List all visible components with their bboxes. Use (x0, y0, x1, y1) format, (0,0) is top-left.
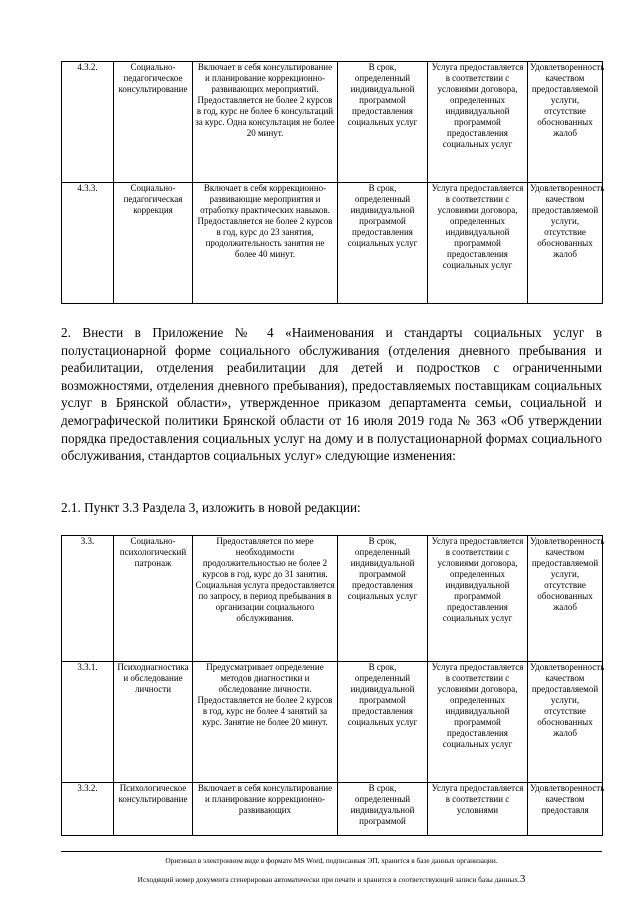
service-number: 4.3.2. (62, 62, 114, 183)
page-number: 3 (519, 873, 526, 885)
footer-original-note: Оригинал в электронном виде в формате MS Word, подписанная ЭП, хранится в базе данных организации. (165, 856, 498, 865)
service-name: Психодиагностика и обследование личности (114, 662, 193, 783)
services-table-bottom (61, 535, 603, 836)
service-conditions: Услуга предоставляется в соответствии с условиями договора, определенных индивидуальной программой предоставления социальных услуг (428, 62, 528, 183)
service-name: Социально-педагогическая коррекция (114, 183, 193, 304)
service-quality: Удовлетворенность качеством предоставляемой услуги, отсутствие обоснованных жалоб (528, 536, 603, 662)
table-row (62, 783, 603, 836)
service-description: Предусматривает определение методов диагностики и обследование личности. Предоставляется не более 2 курсов в год, курс не более 4 занятий за курс. Занятие не более 20 минут. (193, 662, 338, 783)
service-term: В срок, определенный индивидуальной программой предоставления социальных услуг (338, 536, 428, 662)
table-row (62, 183, 603, 304)
table-row (62, 662, 603, 783)
service-description: Включает в себя консультирование и планирование коррекционно-развивающих (193, 783, 338, 836)
service-conditions: Услуга предоставляется в соответствии с условиями договора, определенных индивидуальной программой предоставления социальных услуг (428, 536, 528, 662)
service-term: В срок, определенный индивидуальной программой предоставления социальных услуг (338, 662, 428, 783)
service-name: Социально-педагогическое консультирование (114, 62, 193, 183)
service-conditions: Услуга предоставляется в соответствии с условиями договора, определенных индивидуальной программой предоставления социальных услуг (428, 183, 528, 304)
footer-number-text: Исходящий номер документа сгенерирован автоматически при печати и хранится в соответствующей записи базы данных. (137, 875, 520, 884)
service-conditions: Услуга предоставляется в соответствии с условиями (428, 783, 528, 836)
service-term: В срок, определенный индивидуальной программой предоставления социальных услуг (338, 183, 428, 304)
service-term: В срок, определенный индивидуальной программой предоставления социальных услуг (338, 62, 428, 183)
footer-divider (61, 851, 602, 852)
service-name: Психологическое консультирование (114, 783, 193, 836)
service-term: В срок, определенный индивидуальной программой (338, 783, 428, 836)
services-table-top (61, 61, 603, 304)
amendment-subparagraph: 2.1. Пункт 3.3 Раздела 3, изложить в новой редакции: (61, 500, 361, 515)
service-quality: Удовлетворенность качеством предоставляемой услуги, отсутствие обоснованных жалоб (528, 62, 603, 183)
service-quality: Удовлетворенность качеством предоставляемой услуги, отсутствие обоснованных жалоб (528, 183, 603, 304)
service-number: 3.3.2. (62, 783, 114, 836)
amendment-paragraph: 2. Внести в Приложение № 4 «Наименования и стандарты социальных услуг в полустационарной форме социального обслуживания (отделения дневного пребывания и реабилитации, отделения реабилитации для детей и подростков с ограниченными возможностями, отделения дневного пребывания), предоставляемых поставщикам социальных услуг в Брянской области», утвержденное приказом департамента семьи, социальной и демографической политики Брянской области от 16 июля 2019 года № 363 «Об утверждении порядка предоставления социальных услуг на дому и в полустационарной формах социального обслуживания, стандартов социальных услуг» следующие изменения: (61, 325, 602, 464)
service-name: Социально-психологический патронаж (114, 536, 193, 662)
service-description: Предоставляется по мере необходимости продолжительностью не более 2 курсов в год, курс до 31 занятия. Социальная услуга предоставляется по запросу, в период пребывания в организации социального обслуживания. (193, 536, 338, 662)
service-quality: Удовлетворенность качеством предоставляемой услуги, отсутствие обоснованных жалоб (528, 662, 603, 783)
service-conditions: Услуга предоставляется в соответствии с условиями договора, определенных индивидуальной программой предоставления социальных услуг (428, 662, 528, 783)
service-quality: Удовлетворенность качеством предоставля (528, 783, 603, 836)
service-number: 3.3. (62, 536, 114, 662)
footer-number-note (61, 873, 602, 885)
table-row (62, 536, 603, 662)
service-description: Включает в себя консультирование и планирование коррекционно-развивающих мероприятий. Предоставляется не более 2 курсов в год, курс не более 6 консультаций за курс. Одна консультация не более 20 минут. (193, 62, 338, 183)
service-number: 4.3.3. (62, 183, 114, 304)
service-number: 3.3.1. (62, 662, 114, 783)
table-row (62, 62, 603, 183)
service-description: Включает в себя коррекционно-развивающие мероприятия и отработку практических навыков. Предоставляется не более 2 курсов в год, курс до 23 занятия, продолжительность занятия не более 40 минут. (193, 183, 338, 304)
